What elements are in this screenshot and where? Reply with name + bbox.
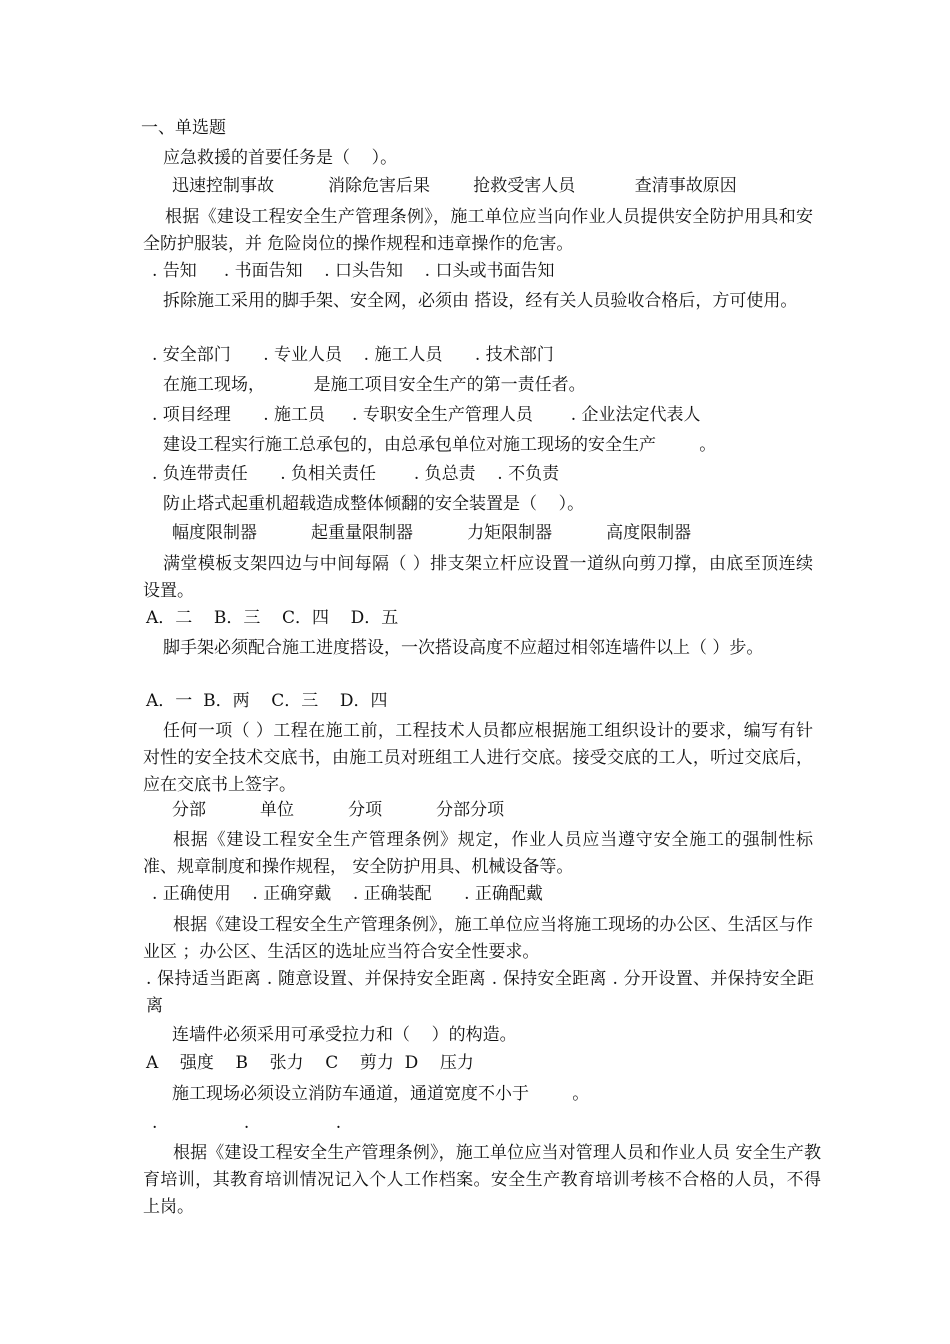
question-10-stem: 根据《建设工程安全生产管理条例》规定，作业人员应当遵守安全施工的强制性标准、规章制度和操作规程， 安全防护用具、机械设备等。 <box>143 830 813 877</box>
question-11-stem: 根据《建设工程安全生产管理条例》，施工单位应当将施工现场的办公区、生活区与作业区 ；办公区、生活区的选址应当符合安全性要求。 <box>143 915 813 962</box>
question-1-stem: 应急救援的首要任务是（ ）。 <box>163 148 398 168</box>
question-9-stem: 任何一项（ ）工程在施工前，工程技术人员都应根据施工组织设计的要求，编写有针对性的安全技术交底书，由施工员对班组工人进行交底。接受交底的工人，听过交底后，应在交底书上签字。 <box>143 721 813 795</box>
question-14-stem: 根据《建设工程安全生产管理条例》，施工单位应当对管理人员和作业人员 安全生产教育培训，其教育培训情况记入个人工作档案。安全生产教育培训考核不合格的人员，不得上岗。 <box>143 1143 821 1217</box>
question-11-options: . 保持适当距离 . 随意设置、并保持安全距离 . 保持安全距离 . 分开设置、并保持安全距离 <box>146 969 814 1016</box>
question-12-stem: 连墙件必须采用可承受拉力和（ ）的构造。 <box>172 1025 517 1045</box>
question-2-stem: 根据《建设工程安全生产管理条例》，施工单位应当向作业人员提供安全防护用具和安全防护服装，并 危险岗位的操作规程和违章操作的危害。 <box>143 207 813 254</box>
question-5-stem: 建设工程实行施工总承包的，由总承包单位对施工现场的安全生产 。 <box>163 435 717 455</box>
question-8-stem: 脚手架必须配合施工进度搭设，一次搭设高度不应超过相邻连墙件以上（ ）步。 <box>163 638 764 658</box>
question-6-options: 幅度限制器 起重量限制器 力矩限制器 高度限制器 <box>172 523 692 543</box>
question-5-options: . 负连带责任 . 负相关责任 . 负总责 . 不负责 <box>152 464 560 484</box>
question-3-options: . 安全部门 . 专业人员 . 施工人员 . 技术部门 <box>152 345 554 365</box>
question-4-stem: 在施工现场， 是施工项目安全生产的第一责任者。 <box>163 375 586 395</box>
section-title: 一、单选题 <box>141 118 226 138</box>
question-10-options: . 正确使用 . 正确穿戴 . 正确装配 . 正确配戴 <box>152 884 543 904</box>
question-2-options: . 告知 . 书面告知 . 口头告知 . 口头或书面告知 <box>152 261 555 281</box>
question-13-options: . . . <box>152 1113 342 1133</box>
question-8-options: A．一 B．两 C．三 D．四 <box>146 691 388 711</box>
question-12-options: A 强度 B 张力 C 剪力 D 压力 <box>146 1053 474 1073</box>
question-6-stem: 防止塔式起重机超载造成整体倾翻的安全装置是（ ）。 <box>163 494 585 514</box>
question-7-stem: 满堂模板支架四边与中间每隔（ ）排支架立杆应设置一道纵向剪刀撑，由底至顶连续设置。 <box>143 554 813 601</box>
question-13-stem: 施工现场必须设立消防车通道，通道宽度不小于 。 <box>172 1084 590 1104</box>
question-4-options: . 项目经理 . 施工员 . 专职安全生产管理人员 . 企业法定代表人 <box>152 405 701 425</box>
question-9-options: 分部 单位 分项 分部分项 <box>172 800 505 820</box>
question-7-options: A．二 B．三 C．四 D．五 <box>146 608 399 628</box>
question-1-options: 迅速控制事故 消除危害后果 抢救受害人员 查清事故原因 <box>172 176 737 196</box>
question-3-stem: 拆除施工采用的脚手架、安全网，必须由 搭设，经有关人员验收合格后，方可使用。 <box>163 291 798 311</box>
